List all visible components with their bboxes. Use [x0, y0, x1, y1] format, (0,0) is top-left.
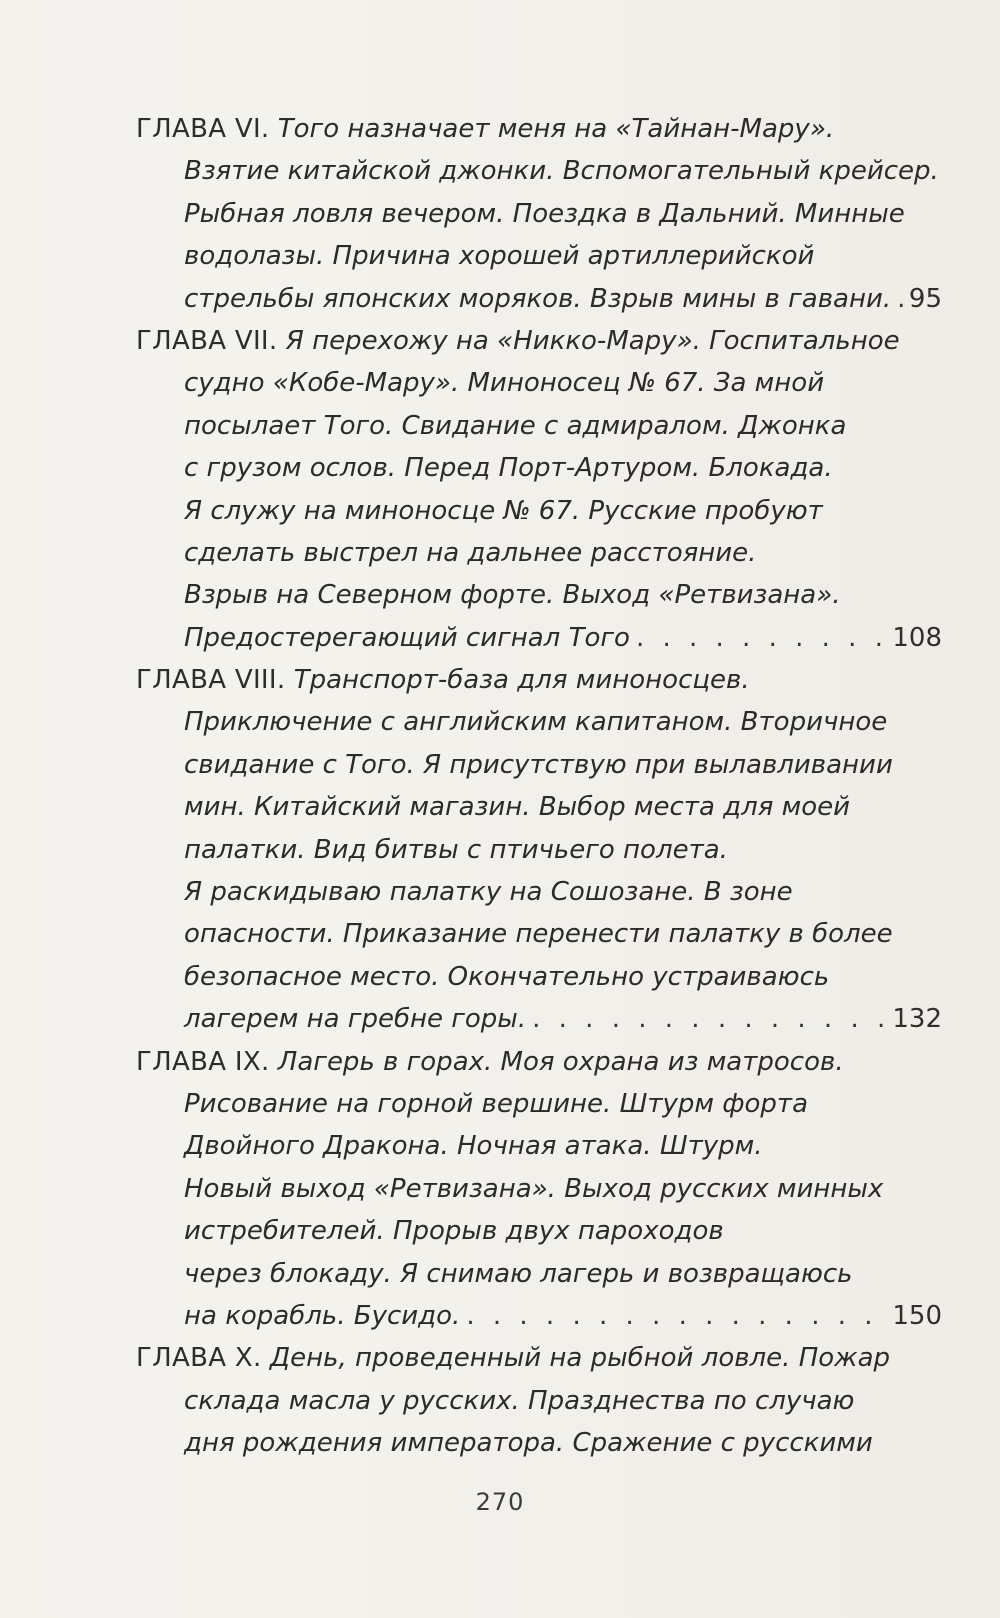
dot-leader — [466, 1295, 886, 1337]
entry-line: склада масла у русских. Празднества по случаю — [184, 1385, 855, 1416]
entry-line: дня рождения императора. Сражение с русскими — [184, 1428, 873, 1459]
entry-line: Взрыв на Северном форте. Выход «Ретвизана». — [184, 580, 841, 611]
entry-page-number: 95 — [908, 283, 942, 314]
entry-line: безопасное место. Окончательно устраиваюсь — [184, 961, 830, 992]
dot-leader — [636, 617, 886, 659]
entry-line: Я служу на миноносце № 67. Русские пробуют — [184, 495, 823, 526]
chapter-heading: ГЛАВА VII. — [136, 325, 278, 356]
entry-line: через блокаду. Я снимаю лагерь и возвращаюсь — [184, 1258, 853, 1289]
entry-last-text: стрельбы японских моряков. Взрыв мины в гавани. — [184, 283, 892, 314]
entry-line: сделать выстрел на дальнее расстояние. — [184, 537, 757, 568]
entry-line: Рисование на горной вершине. Штурм форта — [184, 1088, 808, 1119]
entry-line: Я раскидываю палатку на Сошозане. В зоне — [184, 877, 793, 908]
entry-final-line — [136, 998, 942, 1040]
entry-line: истребителей. Прорыв двух пароходов — [184, 1216, 724, 1247]
entry-page-number: 108 — [892, 622, 942, 653]
page-number: 270 — [475, 1488, 525, 1516]
chapter-description: Лагерь в горах. Моя охрана из матросов. — [277, 1046, 844, 1077]
entry-first-line — [136, 108, 942, 150]
entry-page-number: 132 — [892, 1004, 942, 1035]
entry-first-line — [136, 1337, 942, 1379]
entry-line: палатки. Вид битвы с птичьего полета. — [184, 834, 728, 865]
entry-line: мин. Китайский магазин. Выбор места для моей — [184, 792, 851, 823]
entry-final-line — [136, 617, 942, 659]
dot-leader — [897, 278, 903, 320]
entry-line: опасности. Приказание перенести палатку в более — [184, 919, 893, 950]
entry-line: Рыбная ловля вечером. Поездка в Дальний. Минные — [184, 198, 905, 229]
toc-entry-chapter-9 — [136, 1041, 942, 1338]
toc-entry-chapter-7 — [136, 320, 942, 659]
chapter-heading: ГЛАВА X. — [136, 1343, 262, 1374]
entry-line: судно «Кобе-Мару». Миноносец № 67. За мной — [184, 368, 825, 399]
entry-final-line — [136, 278, 942, 320]
entry-line: водолазы. Причина хорошей артиллерийской — [184, 241, 815, 272]
entry-line: посылает Того. Свидание с адмиралом. Джонка — [184, 410, 847, 441]
entry-line: с грузом ослов. Перед Порт-Артуром. Блокада. — [184, 453, 833, 484]
entry-line: Взятие китайской джонки. Вспомогательный крейсер. — [184, 156, 939, 187]
chapter-description: Того назначает меня на «Тайнан-Мару». — [277, 114, 835, 144]
chapter-description: Я перехожу на «Никко-Мару». Госпитальное — [285, 325, 900, 356]
chapter-heading: ГЛАВА IX. — [136, 1046, 270, 1077]
dot-leader — [532, 998, 886, 1040]
entry-line: Приключение с английским капитаном. Вторичное — [184, 707, 888, 738]
entry-line: свидание с Того. Я присутствую при вылавливании — [184, 749, 893, 780]
table-of-contents — [136, 108, 942, 1465]
chapter-heading: ГЛАВА VIII. — [136, 665, 286, 696]
entry-last-text: лагерем на гребне горы. — [184, 1004, 527, 1035]
entry-last-text: Предостерегающий сигнал Того — [184, 622, 630, 653]
entry-line: Новый выход «Ретвизана». Выход русских минных — [184, 1173, 884, 1204]
entry-last-text: на корабль. Бусидо. — [184, 1300, 461, 1331]
entry-final-line — [136, 1295, 942, 1337]
chapter-description: Транспорт-база для миноносцев. — [293, 665, 750, 696]
toc-entry-chapter-10 — [136, 1337, 942, 1464]
toc-entry-chapter-6 — [136, 108, 942, 320]
chapter-heading: ГЛАВА VI. — [136, 114, 270, 144]
entry-line: Двойного Дракона. Ночная атака. Штурм. — [184, 1131, 763, 1162]
entry-page-number: 150 — [892, 1300, 942, 1331]
entry-first-line — [136, 659, 942, 701]
entry-first-line — [136, 1041, 942, 1083]
toc-entry-chapter-8 — [136, 659, 942, 1041]
chapter-description: День, проведенный на рыбной ловле. Пожар — [269, 1343, 891, 1374]
entry-first-line — [136, 320, 942, 362]
